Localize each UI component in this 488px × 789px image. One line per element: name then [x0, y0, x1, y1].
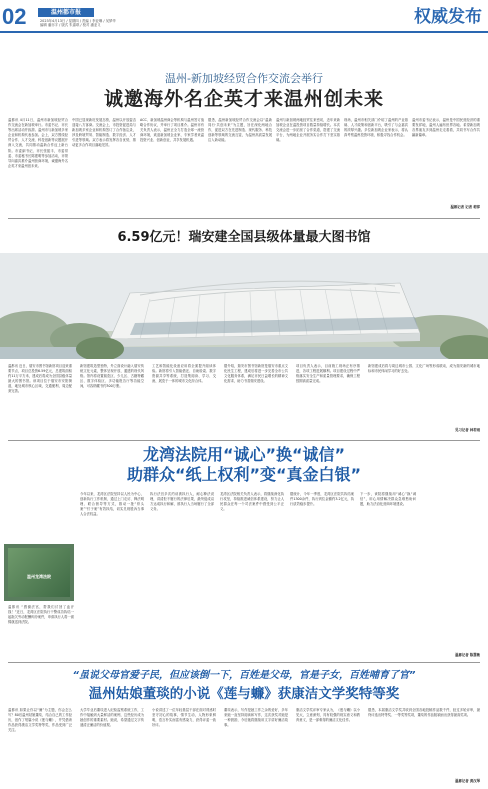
library-rendering-image: [0, 253, 488, 359]
editor-text: 编辑 潘亦宇 / 版式 朱嘉琪 / 校对 潘亚义: [40, 23, 101, 28]
divider: [8, 440, 480, 441]
library-illustration: [0, 253, 488, 359]
date-line: [40, 19, 200, 27]
article1-column-4: 据悉，温州新加坡经贸合作交流会以“温新同行·共创未来”为主题，旨在深化两地合作，促进双方在先进制造、现代服务、科技创新等领域的交流互鉴，为温州高质量发展注入新动能。: [208, 118, 272, 143]
article2-column-6: 新馆建成后将与周边城市公园、文化广场等形成联动，成为瑞安新的城市地标和市民休闲学习的好去处。: [368, 364, 480, 374]
article3-title: 龙湾法院用“诚心”换“诚信”: [142, 445, 346, 464]
court-photo-image: [8, 548, 70, 597]
article2-title: 6.59亿元！瑞安建全国县级体量最大图书馆: [117, 230, 371, 245]
article1-column-3: ACC、新加坡温州商会等机构与温州签订战略合作协议，并举行了项目推介。温州市有关负责人表示，温州正全力打造全球一流营商环境，欢迎新加坡企业家、专家学者来温投资兴业、创新创业，共享发展机遇。: [140, 118, 204, 143]
article3-column-5: 据统计，今年一季度，龙湾区法院共执结案件1300余件，执行到位金额约3.2亿元，执行质效稳步提升。: [290, 492, 354, 507]
article1-column-5: 温州与新加坡两地经贸往来密切，近年来新加坡企业在温投资项目数量持续增长。本次交流会进一步拓宽了合作渠道，搭建了交流平台，为两地企业开展务实合作打下坚实基础。: [276, 118, 340, 143]
article3-column-4: 龙湾区法院相关负责人表示，将继续深化执行攻坚，持续推进诚信体系建设，努力让人民群众在每一个司法案件中感受到公平正义。: [220, 492, 284, 512]
article2-column-1: 温都讯 近日，瑞安市图书馆新馆项目迎来重要节点，项目总投资6.59亿元，总建筑面积约11万平方米，建成后将成为全国县级体量最大的图书馆。该项目位于瑞安市安阳街道，地处城市核心区域，交通便利，周边配套完善。: [8, 364, 72, 394]
court-photo: [4, 544, 74, 601]
article4-column-2: 大学毕业后董琰进入纪检监察系统工作，工作中接触到大量鲜活的案例，这些经历成为她创作的重要素材。她说，希望通过文字传递清正廉洁的价值观。: [80, 708, 144, 728]
article2-column-2: 新馆建筑造型独特，外立面设计融入瑞安传统文化元素，整体呈现开放、通透的现代风格。馆内将设置阅览区、少儿区、古籍特藏区、数字体验区、多功能报告厅等功能空间，可容纳藏书约300万册。: [80, 364, 144, 389]
article1-column-1: 温都讯 4月11日，温州市新加坡经贸合作交流会在新加坡举行。市委书记、市长等出席活动并致辞。温州市与新加坡多家企业和机构代表参加。会上，双方围绕经贸合作、人才交流、科技创新等议题展开深入交流，共同推动温新合作迈上新台阶。市委副书记、市长张振丰，市委常委、市委秘书长陈建明等参加活动，市领导向嘉宾推介温州营商环境，诚邀海外名企英才来温州创未来。: [8, 118, 68, 168]
article1-column-2: 中国已显现新旺发展态势，温州以开放姿态迎接八方客商。交流会上，市投资促进局与新加坡多家企业和机构签订了合作备忘录，涉及跨境贸易、智能制造、数字经济、人才引进等领域。双方表示将发挥各自优势，推动更多合作项目落地见效。: [72, 118, 136, 148]
date-text: 2023年4月13日 / 星期四 / 责编 / 李亚琳 / 吴梦华: [40, 19, 116, 23]
article4-column-3: 小说讲述了一位年轻基层干部在面对诱惑时坚守初心的故事，情节生动，人物形象鲜明，语言朴实而富有感染力，获得评委一致好评。: [152, 708, 216, 728]
article2-column-5: 项目负责人表示，目前施工现场正有序推进，各项工程进展顺利。项目建设过程中严格落实安全生产和质量管理要求，确保工程按期高质量完成。: [296, 364, 360, 384]
article3-column-3: 执行法官多次约谈被执行人，耐心释法说理，讲清拒不履行的法律后果，最终促成双方达成执行和解，被执行人当场履行了全部义务。: [150, 492, 214, 512]
article4-column-6: 据悉，本届康洁文学奖共收到全国各地投稿作品数千件，经过多轮评审，最终评选出特等奖、一等奖等奖项，董琰的作品脱颖而出获得最高奖项。: [368, 708, 480, 718]
article1-subtitle: 温州-新加坡经贸合作交流会举行: [165, 72, 323, 85]
article4-title: 温州姑娘董琰的小说《莲与蠊》获康洁文学奖特等奖: [88, 686, 400, 702]
header-rule: [0, 31, 488, 33]
section-title: 权威发布: [414, 7, 482, 27]
article2-byline: 见习记者 林若雨: [455, 428, 480, 432]
page-number: 02: [2, 4, 27, 29]
article1-byline: 温都记者 记者 莉萍: [450, 205, 480, 209]
article1-column-7: 温州市委书记表示，温州是中国民营经济的重要发祥地，温州人遍布世界各地。希望新加坡各界朋友多到温州走走看看，共同书写合作共赢新篇章。: [412, 118, 480, 138]
article2-column-4: 据介绍，瑞安市图书馆新馆是瑞安市重点文化民生工程，建成后将进一步完善全市公共文化服务体系，满足市民日益增长的精神文化需求，助力书香瑞安建设。: [224, 364, 288, 384]
article2-column-3: 工艺和智能化设备应用将全面提升阅读体验。新馆将引入智能借还、自助检索、数字资源共享等系统，打造集阅读、学习、交流、展览于一体的城市文化综合体。: [152, 364, 216, 384]
divider: [8, 662, 480, 663]
paper-name-badge: 温州都市报: [38, 8, 94, 17]
article1-title: 诚邀海外名企英才来温州创未来: [103, 88, 384, 110]
article3-subtitle: 助群众“纸上权利”变“真金白银”: [126, 465, 362, 484]
article1-column-6: 现场，温州市相关部门介绍了温州的产业基础、人才政策和创新平台，吸引了与会嘉宾的浓厚兴趣。多位新加坡企业家表示，将认真考察温州投资环境，积极寻找合作机会。: [344, 118, 408, 138]
article4-column-5: 康洁文学奖评审专家认为，《莲与蠊》以小见大，立意深刻，具有较强的现实意义和教育意义，是一部难得的廉洁文化佳作。: [296, 708, 360, 723]
court-photo-caption: 温州龙湾法院: [27, 574, 51, 579]
article4-quote: “虽说父母官爱子民，但应该倒一下，百姓是父母，官是子女，百姓哺育了官”: [72, 670, 416, 681]
article3-column-1: 温都讯 “感谢法官，帮我们讨回了血汗钱！”近日，龙湾区法院执行干警成功执结一起拖欠劳动报酬纠纷案件，申请执行人将一面锦旗送到法院。: [8, 605, 74, 625]
article4-column-4: 董琰表示，写作是她工作之余的爱好，多年来她一直坚持阅读和写作，这次获奖对她是一种鼓励，今后她将继续用文字讲好廉洁故事。: [224, 708, 288, 728]
article3-column-6: 下一步，该院将继续用“诚心”换“诚信”，用心用情解决群众急难愁盼问题，助力法治化营商环境建设。: [360, 492, 416, 507]
article4-column-1: 温都讯 如果让你以“廉”为主题，你会怎么写？80后温州姑娘董琰，结合自己的工作经历，创作了短篇小说《莲与蠊》，并凭借该作品获得康洁文学奖特等奖，作品受到广泛关注。: [8, 708, 72, 733]
divider: [8, 218, 480, 219]
article3-byline: 温都记者 陈慧敏: [455, 653, 480, 657]
article3-column-2: 今年以来，龙湾区法院坚持以人民为中心，创新执行工作机制，通过上门走访、释法明理、联合督导等方式，推动一批“骨头案”“钉子案”有效执结，切实兑现胜诉当事人合法权益。: [80, 492, 144, 517]
article4-byline: 温都记者 黄汉琴: [455, 779, 480, 783]
